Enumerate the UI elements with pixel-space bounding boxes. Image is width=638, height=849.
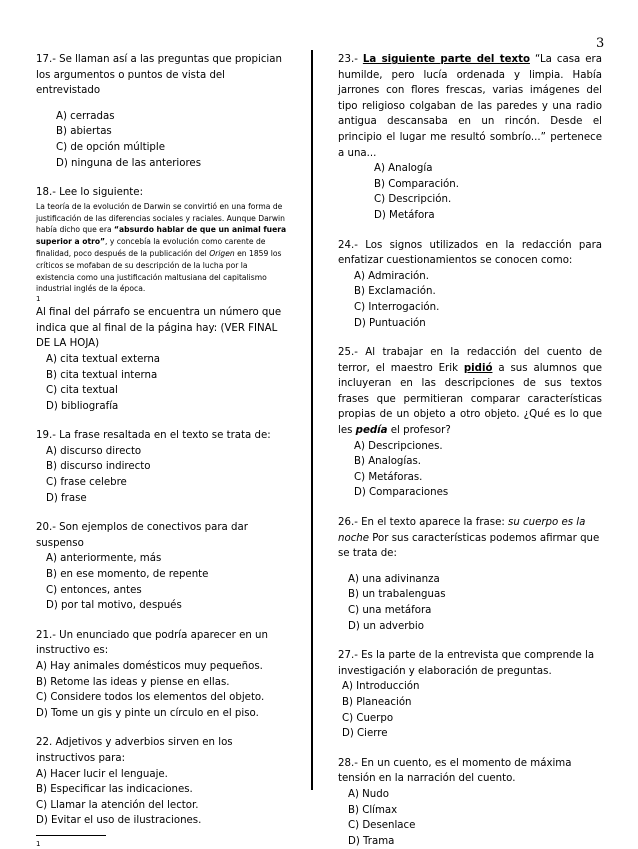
highlighted-quote: “absurdo hablar de que un animal fuera superior a otro” xyxy=(36,225,287,247)
right-column xyxy=(338,52,602,849)
option: D) Tome un gis y pinte un círculo en el piso. xyxy=(36,707,259,719)
option: C) Descripción. xyxy=(374,194,452,206)
option: A) Descripciones. xyxy=(354,440,443,452)
option: D) Cierre xyxy=(342,728,388,740)
option: A) Admiración. xyxy=(354,270,429,282)
option: B) abiertas xyxy=(56,126,112,138)
option: C) Considere todos los elementos del objeto. xyxy=(36,692,265,704)
question-21-options xyxy=(36,659,288,721)
question-23: 23.- La siguiente parte del texto “La casa era humilde, pero lucía ordenada y limpia. Había jarrones con flores frescas, varias imágenes del tipo religioso colgaban de las paredes y una radio antigua descansaba en un rincón. Desde el principio el lugar me resultó sombrío...” pertenece a una... xyxy=(338,54,602,159)
option: B) Planeación xyxy=(342,696,412,708)
option: D) Evitar el uso de ilustraciones. xyxy=(36,815,202,827)
question-26: 26.- En el texto aparece la frase: su cuerpo es la noche Por sus características podemos afirmar que se trata de: xyxy=(338,517,600,560)
question-17-options xyxy=(36,109,288,171)
question-22: 22. Adjetivos y adverbios sirven en los instructivos para: xyxy=(36,737,233,764)
question-22-options xyxy=(36,767,288,829)
option: C) frase celebre xyxy=(46,477,127,489)
option: D) Puntuación xyxy=(354,317,426,329)
option: A) anteriormente, más xyxy=(46,553,162,565)
option: D) Metáfora xyxy=(374,209,435,221)
question-28-options xyxy=(338,787,602,849)
word-pidio: pidió xyxy=(463,362,493,374)
page-number: 3 xyxy=(596,36,605,51)
option: B) discurso indirecto xyxy=(46,461,151,473)
footnote-separator xyxy=(36,835,106,836)
question-28: 28.- En un cuento, es el momento de máxima tensión en la narración del cuento. xyxy=(338,757,572,785)
option: A) Nudo xyxy=(348,788,389,800)
option: A) discurso directo xyxy=(46,445,142,457)
question-19-options xyxy=(36,444,288,506)
question-24: 24.- Los signos utilizados en la redacción para enfatizar cuestionamientos se conocen como: xyxy=(338,239,602,267)
option: C) Llamar la atención del lector. xyxy=(36,799,199,811)
option: B) Analogías. xyxy=(354,456,422,468)
option: D) bibliografía xyxy=(46,400,119,412)
option: C) Desenlace xyxy=(348,820,416,832)
question-27: 27.- Es la parte de la entrevista que comprende la investigación y elaboración de preguntas. xyxy=(338,650,595,677)
option: B) en ese momento, de repente xyxy=(46,569,209,581)
option: D) ninguna de las anteriores xyxy=(56,157,202,169)
option: B) Retome las ideas y piense en ellas. xyxy=(36,676,230,688)
question-23-options xyxy=(338,161,602,223)
question-25-options xyxy=(338,439,602,501)
option: B) Comparación. xyxy=(374,178,459,190)
option: A) Introducción xyxy=(342,681,420,693)
passage: La teoría de la evolución de Darwin se convirtió en una forma de justificación de las diferencias sociales y raciales. Aunque Darwin había dicho que era “absurdo hablar de que un animal fuera superior a otro”, y concebía la evolución como carente de finalidad, poco después de la publicación del Origen en 1859 los críticos se mofaban de su descripción de la lucha por la existencia como una justificación maltusiana del capitalismo industrial inglés de la época. xyxy=(36,201,287,294)
option: A) cita textual externa xyxy=(46,353,161,365)
question-21: 21.- Un enunciado que podría aparecer en un instructivo es: xyxy=(36,629,268,657)
question-17: 17.- Se llaman así a las preguntas que propician los argumentos o puntos de vista del entrevistado xyxy=(36,54,282,97)
question-18: 18.- Lee lo siguiente: xyxy=(36,187,143,199)
option: C) una metáfora xyxy=(348,605,432,616)
option: D) un adverbio xyxy=(348,620,424,632)
option: A) una adivinanza xyxy=(348,573,440,585)
question-20: 20.- Son ejemplos de conectivos para dar suspenso xyxy=(36,522,248,549)
question-18-options xyxy=(36,352,288,414)
quoted-phrase: su cuerpo es la noche xyxy=(338,517,586,544)
option: C) Cuerpo xyxy=(342,712,394,724)
option: C) Interrogación. xyxy=(354,301,440,313)
option: A) Hacer lucir el lenguaje. xyxy=(36,768,168,780)
option: B) cita textual interna xyxy=(46,369,158,381)
footnote-reference: 1 xyxy=(36,295,41,304)
option: B) Exclamación. xyxy=(354,286,436,298)
option: B) Clímax xyxy=(348,804,398,816)
option: A) Hay animales domésticos muy pequeños. xyxy=(36,661,263,672)
option: D) por tal motivo, después xyxy=(46,600,182,612)
column-divider xyxy=(311,50,313,790)
option: C) cita textual xyxy=(46,385,118,397)
question-26-options xyxy=(338,572,602,634)
left-column xyxy=(36,52,288,848)
option: B) Especificar las indicaciones. xyxy=(36,784,193,796)
question-27-options xyxy=(338,679,602,741)
question-24-options xyxy=(338,269,602,331)
question-25: 25.- Al trabajar en la redacción del cuento de terror, el maestro Erik pidió a sus alumnos que incluyeran en las descripciones de sus textos frases que permitieran comparar características propias de un objeto a otro objeto. ¿Qué es lo que les pedía el profesor? xyxy=(338,347,602,437)
option: D) Comparaciones xyxy=(354,487,449,499)
option: B) un trabalenguas xyxy=(348,589,446,601)
underlined-phrase: La siguiente parte del texto xyxy=(362,54,530,65)
word-pedia: pedía xyxy=(355,425,388,437)
option: D) Trama xyxy=(348,835,395,847)
option: C) entonces, antes xyxy=(46,584,142,596)
option: C) de opción múltiple xyxy=(56,141,165,153)
question-18-prompt: Al final del párrafo se encuentra un número que indica que al final de la página hay: (VER FINAL DE LA HOJA) xyxy=(36,307,282,350)
option: A) cerradas xyxy=(56,110,115,122)
question-20-options xyxy=(36,551,288,613)
question-19: 19.- La frase resaltada en el texto se trata de: xyxy=(36,430,271,442)
option: D) frase xyxy=(46,492,87,504)
footnote: 1 xyxy=(36,839,41,848)
option: C) Metáforas. xyxy=(354,471,423,483)
option: A) Analogía xyxy=(374,163,433,175)
